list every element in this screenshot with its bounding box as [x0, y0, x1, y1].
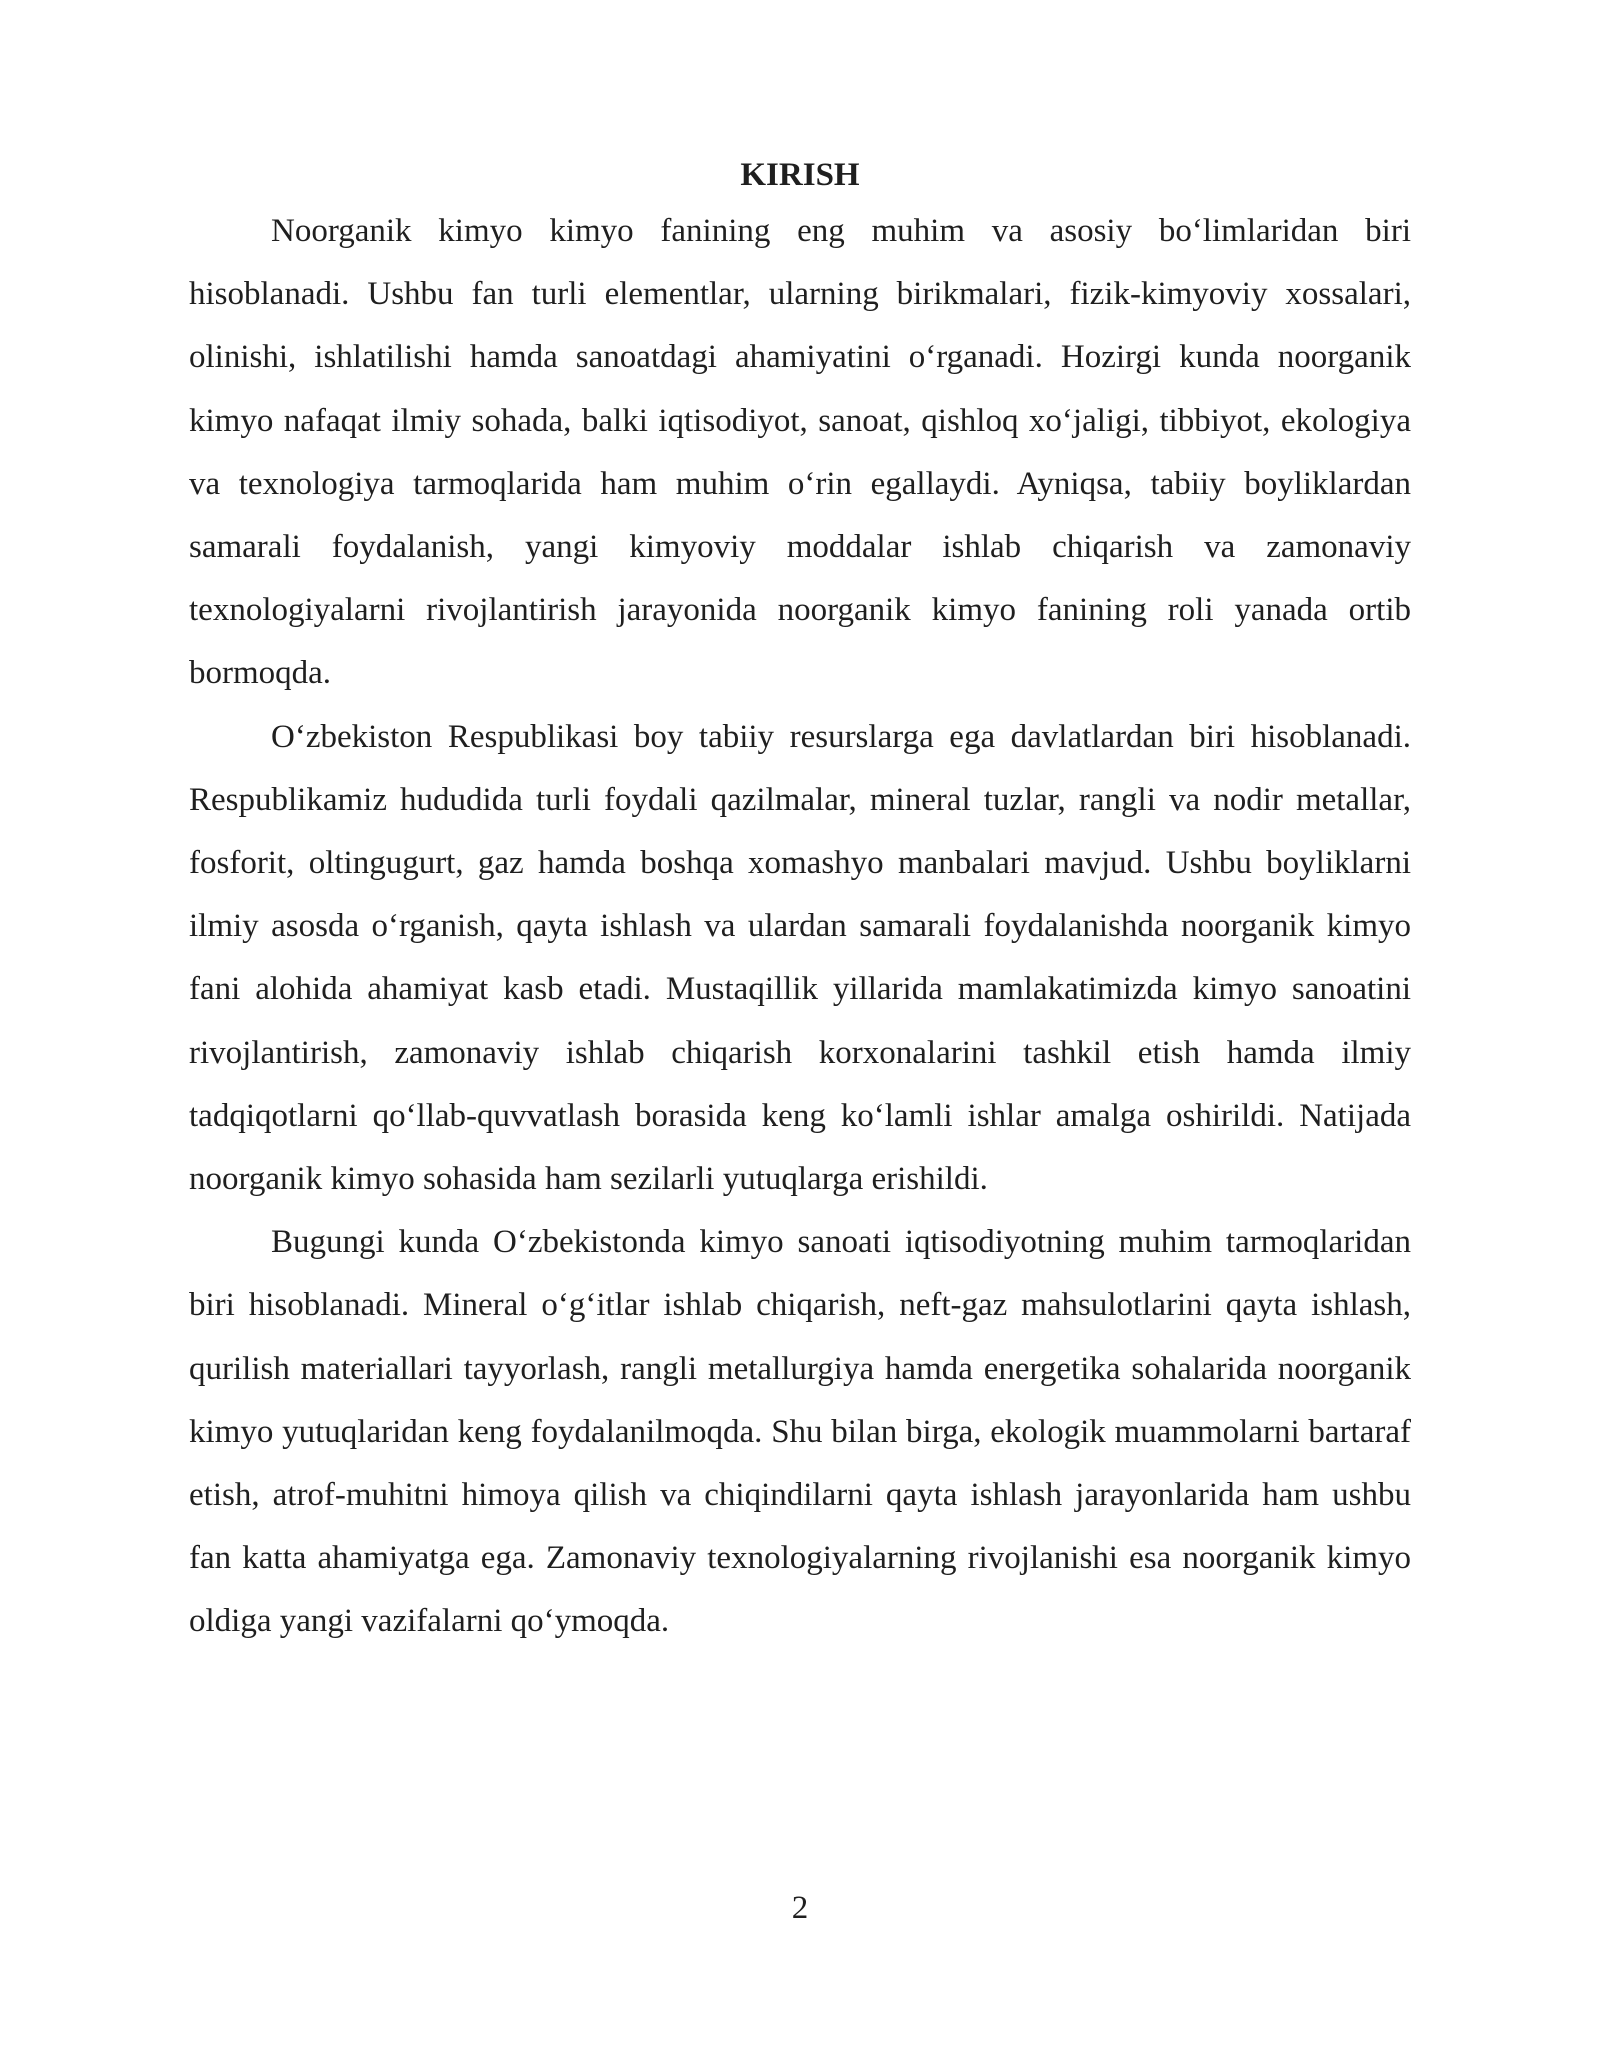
paragraph-1: Noorganik kimyo kimyo fanining eng muhim va asosiy bo‘limlaridan biri hisoblanadi. Ushbu fan turli elementlar, ularning birikmalari, fizik-kimyoviy xossalari, olinishi, ishlatilishi hamda sanoatdagi ahamiyatini o‘rganadi. Hozirgi kunda noorganik kimyo nafaqat ilmiy sohada, balki iqtisodiyot, sanoat, qishloq xo‘jaligi, tibbiyot, ekologiya va texnologiya tarmoqlarida ham muhim o‘rin egallaydi. Ayniqsa, tabiiy boyliklardan samarali foydalanish, yangi kimyoviy moddalar ishlab chiqarish va zamonaviy texnologiyalarni rivojlantirish jarayonida noorganik kimyo fanining roli yanada ortib bormoqda.: [189, 213, 1411, 692]
paragraph-2: O‘zbekiston Respublikasi boy tabiiy resurslarga ega davlatlardan biri hisoblanadi. Respublikamiz hududida turli foydali qazilmalar, mineral tuzlar, rangli va nodir metallar, fosforit, oltingugurt, gaz hamda boshqa xomashyo manbalari mavjud. Ushbu boyliklarni ilmiy asosda o‘rganish, qayta ishlash va ulardan samarali foydalanishda noorganik kimyo fani alohida ahamiyat kasb etadi. Mustaqillik yillarida mamlakatimizda kimyo sanoatini rivojlantirish, zamonaviy ishlab chiqarish korxonalarini tashkil etish hamda ilmiy tadqiqotlarni qo‘llab-quvvatlash borasida keng ko‘lamli ishlar amalga oshirildi. Natijada noorganik kimyo sohasida ham sezilarli yutuqlarga erishildi.: [189, 718, 1411, 1198]
document-body: [189, 150, 1411, 1654]
paragraph-3: Bugungi kunda O‘zbekistonda kimyo sanoati iqtisodiyotning muhim tarmoqlaridan biri hisoblanadi. Mineral o‘g‘itlar ishlab chiqarish, neft-gaz mahsulotlarini qayta ishlash, qurilish materiallari tayyorlash, rangli metallurgiya hamda energetika sohalarida noorganik kimyo yutuqlaridan keng foydalanilmoqda. Shu bilan birga, ekologik muammolarni bartaraf etish, atrof-muhitni himoya qilish va chiqindilarni qayta ishlash jarayonlarida ham ushbu fan katta ahamiyatga ega. Zamonaviy texnologiyalarning rivojlanishi esa noorganik kimyo oldiga yangi vazifalarni qo‘ymoqda.: [189, 1224, 1411, 1640]
page-number: 2: [791, 1890, 809, 1926]
section-title: KIRISH: [740, 157, 860, 193]
